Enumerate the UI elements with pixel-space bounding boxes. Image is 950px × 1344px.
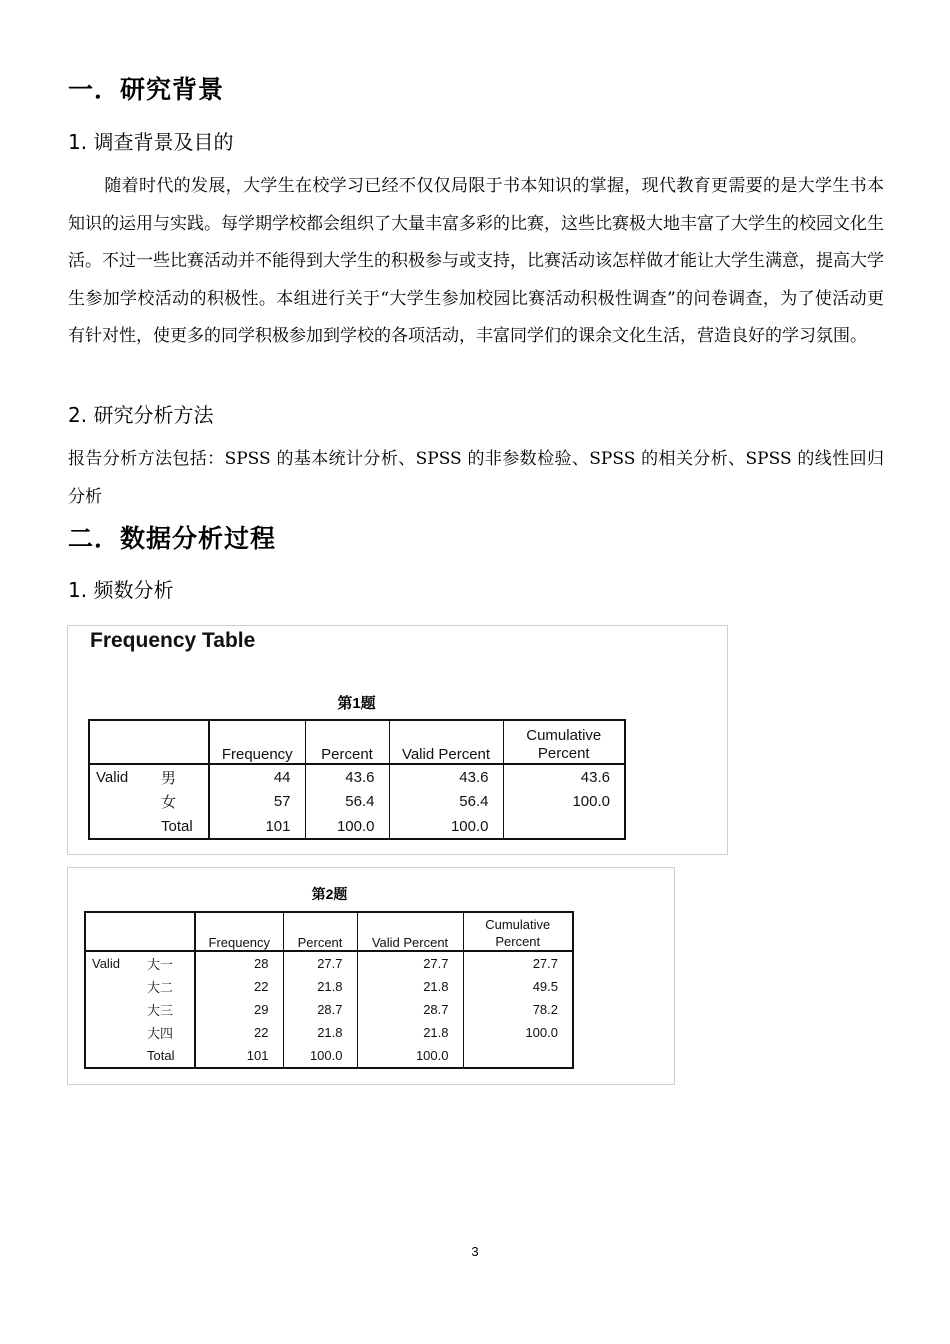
table-caption: 第2题: [311, 886, 348, 902]
frequency-table-figure-2: [67, 867, 675, 1085]
frequency-table: [84, 911, 574, 1069]
table-row: [85, 1045, 573, 1068]
frequency-table: [88, 719, 626, 840]
frequency-table-figure-1: [67, 625, 728, 855]
cell-cumulative: 27.7: [463, 951, 573, 974]
cell-percent: 21.8: [283, 974, 357, 997]
paragraph-background: [68, 168, 884, 356]
col-header-frequency: Frequency: [209, 720, 305, 764]
table-row: [89, 814, 625, 839]
cell-cumulative: [463, 1045, 573, 1068]
page-number: 3: [471, 1244, 479, 1259]
col-header-frequency: Frequency: [195, 912, 283, 951]
cell-frequency: 57: [209, 789, 305, 814]
cell-valid-percent: 100.0: [357, 1045, 463, 1068]
table-row: [89, 789, 625, 814]
paragraph-background-text: 随着时代的发展，大学生在校学习已经不仅仅局限于书本知识的掌握，现代教育更需要的是大学生书本知识的运用与实践。每学期学校都会组织了大量丰富多彩的比赛，这些比赛极大地丰富了大学生的校园文化生活。不过一些比赛活动并不能得到大学生的积极参与或支持，比赛活动该怎样做才能让大学生满意，提高大学生参加学校活动的积极性。本组进行关于“大学生参加校园比赛活动积极性调查”的问卷调查，为了使活动更有针对性，使更多的同学积极参加到学校的各项活动，丰富同学们的课余文化生活，营造良好的学习氛围。: [68, 176, 884, 347]
row-label: 大四: [147, 1026, 174, 1042]
subheading-analysis-methods: 2. 研究分析方法: [68, 403, 214, 427]
cell-cumulative: [503, 814, 625, 839]
section-heading-research-background: 一．研究背景: [68, 75, 225, 104]
col-header-cumulative-percent: Cumulative Percent: [503, 720, 625, 764]
cell-cumulative: 100.0: [503, 789, 625, 814]
row-label: Total: [161, 817, 193, 835]
row-group-label: Valid: [96, 768, 129, 786]
cell-percent: 100.0: [283, 1045, 357, 1068]
cell-frequency: 28: [195, 951, 283, 974]
subheading-frequency-analysis: 1. 频数分析: [68, 578, 174, 602]
cell-cumulative: 100.0: [463, 1021, 573, 1044]
figure-title: Frequency Table: [90, 629, 256, 652]
col-header-percent: Percent: [283, 912, 357, 951]
cell-valid-percent: 21.8: [357, 974, 463, 997]
paragraph-methods: 报告分析方法包括：SPSS 的基本统计分析、SPSS 的非参数检验、SPSS 的相关分析、SPSS 的线性回归分析: [68, 449, 884, 507]
cell-cumulative: 43.6: [503, 764, 625, 789]
row-label: Total: [147, 1048, 175, 1064]
cell-frequency: 101: [209, 814, 305, 839]
cell-valid-percent: 56.4: [389, 789, 503, 814]
cell-cumulative: 78.2: [463, 998, 573, 1021]
table-row: [85, 998, 573, 1021]
col-header-cumulative-percent: Cumulative Percent: [463, 912, 573, 951]
cell-valid-percent: 21.8: [357, 1021, 463, 1044]
cell-percent: 100.0: [305, 814, 389, 839]
cell-frequency: 44: [209, 764, 305, 789]
row-label: 女: [161, 794, 177, 811]
cell-valid-percent: 100.0: [389, 814, 503, 839]
cell-percent: 43.6: [305, 764, 389, 789]
cell-valid-percent: 43.6: [389, 764, 503, 789]
table-row: [85, 951, 573, 974]
table-row: [85, 974, 573, 997]
col-header-valid-percent: Valid Percent: [357, 912, 463, 951]
cell-valid-percent: 28.7: [357, 998, 463, 1021]
row-label: 男: [161, 769, 177, 787]
subheading-survey-background: 1. 调查背景及目的: [68, 130, 234, 154]
table-row: [89, 764, 625, 789]
cell-frequency: 29: [195, 998, 283, 1021]
row-label: 大二: [147, 979, 174, 995]
row-label: 大三: [147, 1002, 174, 1018]
cell-percent: 56.4: [305, 789, 389, 814]
cell-cumulative: 49.5: [463, 974, 573, 997]
table-header-row: [89, 720, 625, 764]
col-header-percent: Percent: [305, 720, 389, 764]
cell-frequency: 101: [195, 1045, 283, 1068]
cell-percent: 27.7: [283, 951, 357, 974]
cell-valid-percent: 27.7: [357, 951, 463, 974]
row-group-label: Valid: [92, 955, 120, 971]
cell-frequency: 22: [195, 974, 283, 997]
table-row: [85, 1021, 573, 1044]
table-header-row: [85, 912, 573, 951]
table-caption: 第1题: [337, 695, 376, 712]
row-label: 大一: [147, 956, 174, 972]
cell-percent: 28.7: [283, 998, 357, 1021]
col-header-valid-percent: Valid Percent: [389, 720, 503, 764]
cell-frequency: 22: [195, 1021, 283, 1044]
section-heading-data-analysis: 二．数据分析过程: [68, 524, 277, 553]
cell-percent: 21.8: [283, 1021, 357, 1044]
